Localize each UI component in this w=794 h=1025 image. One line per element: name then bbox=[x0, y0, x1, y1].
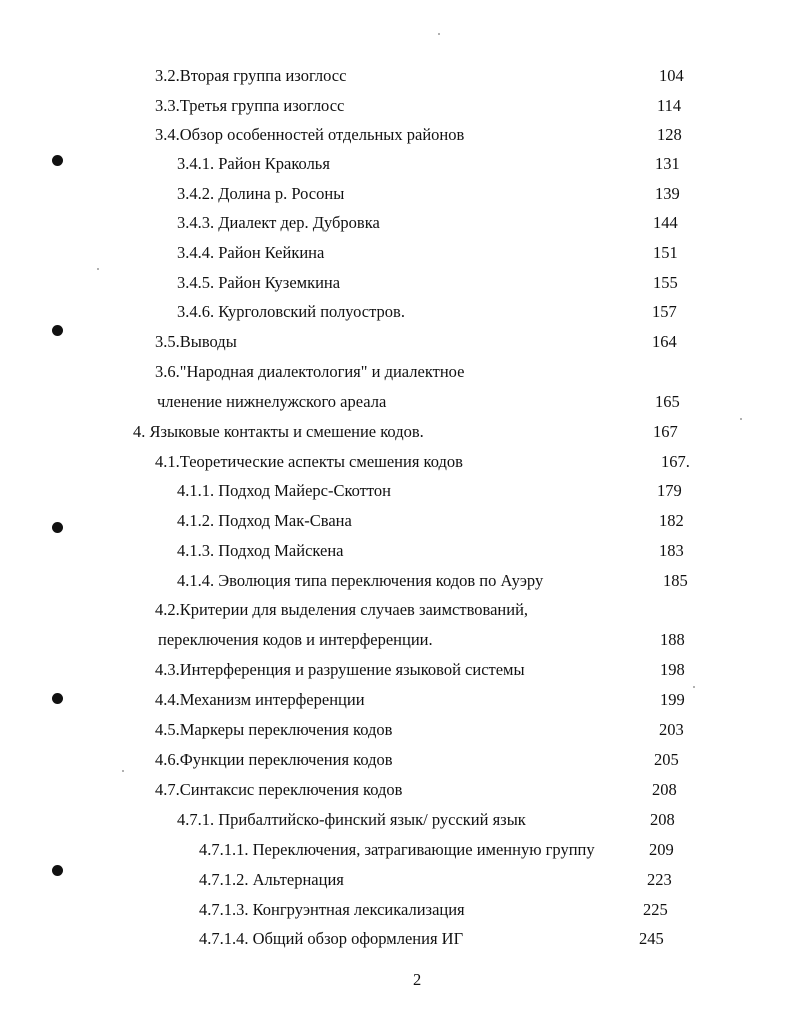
toc-page-number: 157 bbox=[652, 302, 677, 321]
toc-page-number: 151 bbox=[653, 243, 678, 262]
scan-speck bbox=[97, 268, 99, 270]
toc-page-number: 155 bbox=[653, 273, 678, 292]
scan-speck bbox=[438, 33, 440, 35]
toc-entry: 3.4.3. Диалект дер. Дубровка bbox=[177, 213, 380, 232]
toc-entry: 4.7.1.3. Конгруэнтная лексикализация bbox=[199, 900, 465, 919]
toc-page-number: 167. bbox=[661, 452, 690, 471]
toc-page-number: 104 bbox=[659, 66, 684, 85]
toc-entry: 4.3.Интерференция и разрушение языковой системы bbox=[155, 660, 525, 679]
toc-page-number: 165 bbox=[655, 392, 680, 411]
toc-entry: 4.1.3. Подход Майскена bbox=[177, 541, 344, 560]
toc-entry: 3.2.Вторая группа изоглосс bbox=[155, 66, 347, 85]
toc-page-number: 144 bbox=[653, 213, 678, 232]
toc-entry: 4.4.Механизм интерференции bbox=[155, 690, 365, 709]
toc-entry: 4.7.1.4. Общий обзор оформления ИГ bbox=[199, 929, 464, 948]
page-footer-number: 2 bbox=[413, 970, 422, 989]
toc-entry: 4.7.Синтаксис переключения кодов bbox=[155, 780, 403, 799]
toc-page-number: 131 bbox=[655, 154, 680, 173]
toc-entry: 4.6.Функции переключения кодов bbox=[155, 750, 393, 769]
scan-speck bbox=[740, 418, 742, 420]
toc-page-number: 139 bbox=[655, 184, 680, 203]
toc-entry: 4.1.1. Подход Майерс-Скоттон bbox=[177, 481, 391, 500]
toc-page-number: 164 bbox=[652, 332, 677, 351]
toc-entry: 4.1.4. Эволюция типа переключения кодов по Ауэру bbox=[177, 571, 544, 590]
toc-page-number: 203 bbox=[659, 720, 684, 739]
toc-page-number: 209 bbox=[649, 840, 674, 859]
toc-page-number: 114 bbox=[657, 96, 682, 115]
punch-hole-mark bbox=[52, 693, 63, 704]
toc-entry: 4. Языковые контакты и смешение кодов. bbox=[133, 422, 424, 441]
toc-entry: 3.4.Обзор особенностей отдельных районов bbox=[155, 125, 465, 144]
toc-entry: 3.4.4. Район Кейкина bbox=[177, 243, 325, 262]
toc-page-number: 182 bbox=[659, 511, 684, 530]
toc-entry: переключения кодов и интерференции. bbox=[158, 630, 433, 649]
toc-page-number: 167 bbox=[653, 422, 678, 441]
toc-entry: 3.4.6. Курголовский полуостров. bbox=[177, 302, 405, 321]
toc-entry: 4.7.1. Прибалтийско-финский язык/ русский язык bbox=[177, 810, 526, 829]
toc-page-number: 183 bbox=[659, 541, 684, 560]
toc-page-number: 179 bbox=[657, 481, 682, 500]
toc-entry: 4.1.2. Подход Мак-Свана bbox=[177, 511, 352, 530]
toc-entry: 4.1.Теоретические аспекты смешения кодов bbox=[155, 452, 463, 471]
toc-entry: 4.7.1.2. Альтернация bbox=[199, 870, 344, 889]
toc-page-number: 245 bbox=[639, 929, 664, 948]
toc-entry: 3.4.5. Район Куземкина bbox=[177, 273, 341, 292]
toc-entry: 3.6."Народная диалектология" и диалектное bbox=[155, 362, 465, 381]
toc-page-number: 188 bbox=[660, 630, 685, 649]
toc-page-number: 198 bbox=[660, 660, 685, 679]
toc-page-number: 128 bbox=[657, 125, 682, 144]
toc-page-number: 185 bbox=[663, 571, 688, 590]
toc-page-number: 208 bbox=[652, 780, 677, 799]
toc-entry: 3.4.2. Долина р. Росоны bbox=[177, 184, 345, 203]
toc-entry: 4.5.Маркеры переключения кодов bbox=[155, 720, 393, 739]
punch-hole-mark bbox=[52, 325, 63, 336]
toc-page-number: 205 bbox=[654, 750, 679, 769]
toc-page-number: 208 bbox=[650, 810, 675, 829]
punch-hole-mark bbox=[52, 155, 63, 166]
punch-hole-mark bbox=[52, 522, 63, 533]
scan-speck bbox=[693, 686, 695, 688]
toc-entry: членение нижнелужского ареала bbox=[157, 392, 387, 411]
punch-hole-mark bbox=[52, 865, 63, 876]
toc-page-number: 223 bbox=[647, 870, 672, 889]
scan-speck bbox=[122, 770, 124, 772]
toc-entry: 4.2.Критерии для выделения случаев заимствований, bbox=[155, 600, 529, 619]
toc-page-number: 225 bbox=[643, 900, 668, 919]
toc-entry: 3.3.Третья группа изоглосс bbox=[155, 96, 345, 115]
toc-page-number: 199 bbox=[660, 690, 685, 709]
toc-entry: 3.4.1. Район Краколья bbox=[177, 154, 330, 173]
toc-entry: 3.5.Выводы bbox=[155, 332, 237, 351]
toc-entry: 4.7.1.1. Переключения, затрагивающие именную группу bbox=[199, 840, 595, 859]
